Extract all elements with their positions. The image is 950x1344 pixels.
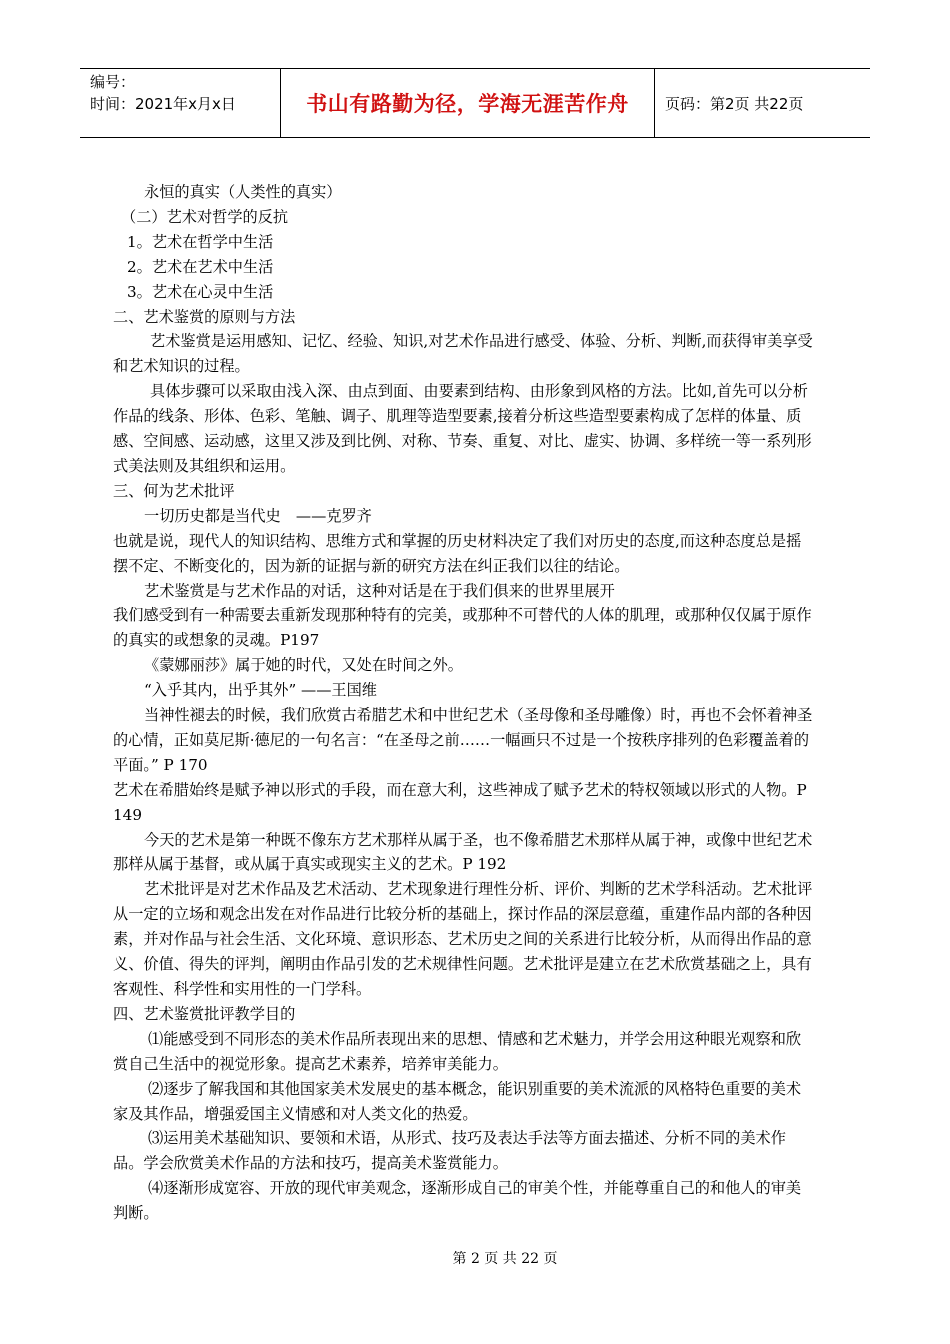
paragraph: 艺术批评是对艺术作品及艺术活动、艺术现象进行理性分析、评价、判断的艺术学科活动。艺术批评从一定的立场和观念出发在对作品进行比较分析的基础上，探讨作品的深层意蕴，重建作品内部的各种因素，并对作品与社会生活、文化环境、意识形态、艺术历史之间的关系进行比较分析，从而得出作品的意义、价值、得失的评判，阐明由作品引发的艺术规律性问题。艺术批评是建立在艺术欣赏基础之上，具有客观性、科学性和实用性的一门学科。 xyxy=(113,880,813,998)
list-item: ⑶运用美术基础知识、要领和术语，从形式、技巧及表达手法等方面去描述、分析不同的美术作品。学会欣赏美术作品的方法和技巧，提高美术鉴赏能力。 xyxy=(113,1129,786,1173)
header-page-info: 页码：第2页 共22页 xyxy=(665,94,804,113)
section-heading: 四、艺术鉴赏批评教学目的 xyxy=(113,1004,296,1023)
section-heading: 三、何为艺术批评 xyxy=(113,481,235,500)
paragraph: 也就是说，现代人的知识结构、思维方式和掌握的历史材料决定了我们对历史的态度,而这种态度总是摇摆不定、不断变化的，因为新的证据与新的研究方法在纠正我们以往的结论。 xyxy=(113,531,802,575)
document-body xyxy=(113,180,813,1226)
list-item: ⑷逐渐形成宽容、开放的现代审美观念，逐渐形成自己的审美个性，并能尊重自己的和他人的审美判断。 xyxy=(113,1179,802,1223)
paragraph: 具体步骤可以采取由浅入深、由点到面、由要素到结构、由形象到风格的方法。比如,首先可以分析作品的线条、形体、色彩、笔触、调子、肌理等造型要素,接着分析这些造型要素构成了怎样的体量、质感、空间感、运动感，这里又涉及到比例、对称、节奏、重复、对比、虚实、协调、多样统一等一系列形式美法则及其组织和运用。 xyxy=(113,382,812,475)
section-subheading: （二）艺术对哲学的反抗 xyxy=(121,207,289,226)
list-item: 1。艺术在哲学中生活 xyxy=(127,232,274,251)
header-meta xyxy=(80,69,280,137)
list-item: 3。艺术在心灵中生活 xyxy=(127,282,274,301)
page-footer: 第 2 页 共 22 页 xyxy=(452,1251,558,1267)
quote: “入乎其内，出乎其外” ——王国维 xyxy=(144,681,377,700)
document-number-label: 编号： xyxy=(90,73,136,91)
paragraph: 《蒙娜丽莎》属于她的时代，又处在时间之外。 xyxy=(144,656,463,675)
list-item: 2。艺术在艺术中生活 xyxy=(127,257,274,276)
header-motto: 书山有路勤为径，学海无涯苦作舟 xyxy=(280,69,655,137)
section-heading: 二、艺术鉴赏的原则与方法 xyxy=(113,307,296,326)
paragraph: 艺术在希腊始终是赋予神以形式的手段，而在意大利，这些神成了赋予艺术的特权领域以形式的人物。P 149 xyxy=(113,780,807,824)
paragraph: 我们感受到有一种需要去重新发现那种特有的完美，或那种不可替代的人体的肌理，或那种仅仅属于原作的真实的或想象的灵魂。P197 xyxy=(113,606,812,650)
list-item: ⑵逐步了解我国和其他国家美术发展史的基本概念，能识别重要的美术流派的风格特色重要的美术家及其作品，增强爱国主义情感和对人类文化的热爱。 xyxy=(113,1079,802,1123)
list-item: ⑴能感受到不同形态的美术作品所表现出来的思想、情感和艺术魅力，并学会用这种眼光观察和欣赏自己生活中的视觉形象。提高艺术素养，培养审美能力。 xyxy=(113,1029,802,1073)
document-date: 时间：2021年x月x日 xyxy=(90,95,236,113)
paragraph: 当神性褪去的时候，我们欣赏古希腊艺术和中世纪艺术（圣母像和圣母雕像）时，再也不会怀着神圣的心情，正如莫尼斯·德尼的一句名言：“在圣母之前……一幅画只不过是一个按秩序排列的色彩覆盖着的平面。” P 170 xyxy=(113,706,813,774)
paragraph: 艺术鉴赏是与艺术作品的对话，这种对话是在于我们俱来的世界里展开 xyxy=(144,581,615,600)
paragraph: 今天的艺术是第一种既不像东方艺术那样从属于圣，也不像希腊艺术那样从属于神，或像中世纪艺术那样从属于基督，或从属于真实或现实主义的艺术。P 192 xyxy=(113,830,813,874)
paragraph: 艺术鉴赏是运用感知、记忆、经验、知识,对艺术作品进行感受、体验、分析、判断,而获得审美享受和艺术知识的过程。 xyxy=(113,332,813,376)
paragraph: 永恒的真实（人类性的真实） xyxy=(144,183,342,201)
page-header xyxy=(80,68,870,138)
quote: 一切历史都是当代史 ——克罗齐 xyxy=(144,506,372,525)
